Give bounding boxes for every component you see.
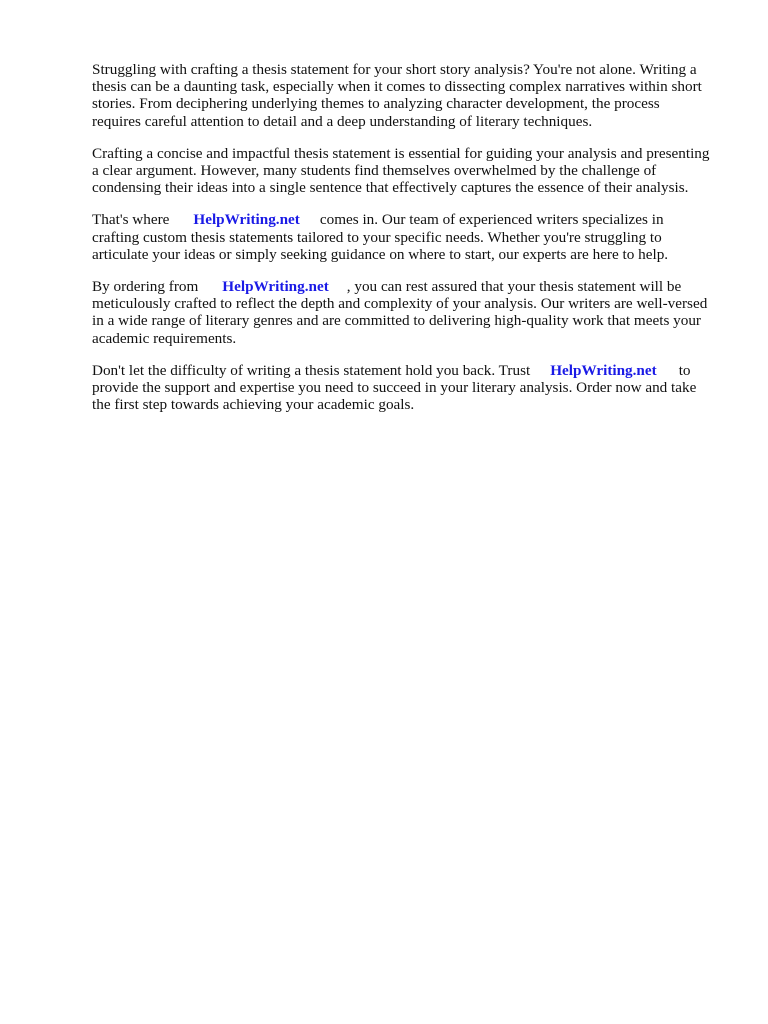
text-segment: That's where	[92, 211, 170, 229]
helpwriting-link[interactable]: HelpWriting.net	[193, 211, 300, 229]
text-line: academic requirements.	[92, 329, 237, 347]
text-segment: to	[678, 361, 691, 379]
text-line: meticulously crafted to reflect the depth and complexity of your analysis. Our writers are well-versed	[92, 295, 708, 313]
text-line: Crafting a concise and impactful thesis statement is essential for guiding your analysis and presenting	[92, 144, 710, 162]
text-line-with-link	[92, 211, 732, 228]
text-line: in a wide range of literary genres and are committed to delivering high-quality work that meets your	[92, 312, 701, 330]
text-line: articulate your ideas or simply seeking guidance on where to start, our experts are here to help.	[92, 245, 669, 263]
paragraph-closing	[92, 362, 732, 414]
paragraph-ordering	[92, 278, 732, 347]
helpwriting-link[interactable]: HelpWriting.net	[550, 361, 657, 379]
text-line: stories. From deciphering underlying themes to analyzing character development, the process	[92, 95, 660, 113]
helpwriting-link[interactable]: HelpWriting.net	[222, 278, 329, 296]
text-line: thesis can be a daunting task, especially when it comes to dissecting complex narratives within short	[92, 78, 702, 96]
text-line: crafting custom thesis statements tailored to your specific needs. Whether you're struggling to	[92, 228, 662, 246]
text-line: condensing their ideas into a single sentence that effectively captures the essence of their analysis.	[92, 179, 689, 197]
paragraph-crafting	[92, 145, 732, 197]
text-segment: Don't let the difficulty of writing a thesis statement hold you back. Trust	[92, 361, 531, 379]
text-line: Struggling with crafting a thesis statement for your short story analysis? You're not alone. Writing a	[92, 61, 697, 78]
paragraph-intro	[92, 61, 732, 130]
document-page	[92, 61, 732, 428]
text-segment: By ordering from	[92, 278, 199, 296]
text-line-with-link	[92, 362, 732, 379]
text-line: a clear argument. However, many students find themselves overwhelmed by the challenge of	[92, 162, 657, 180]
text-line-with-link	[92, 278, 732, 295]
text-line: requires careful attention to detail and a deep understanding of literary techniques.	[92, 112, 593, 130]
paragraph-thats-where	[92, 211, 732, 263]
text-segment: comes in. Our team of experienced writers specializes in	[319, 211, 664, 229]
text-segment: , you can rest assured that your thesis statement will be	[346, 278, 682, 296]
text-line: provide the support and expertise you need to succeed in your literary analysis. Order now and take	[92, 379, 697, 397]
text-line: the first step towards achieving your academic goals.	[92, 396, 415, 414]
